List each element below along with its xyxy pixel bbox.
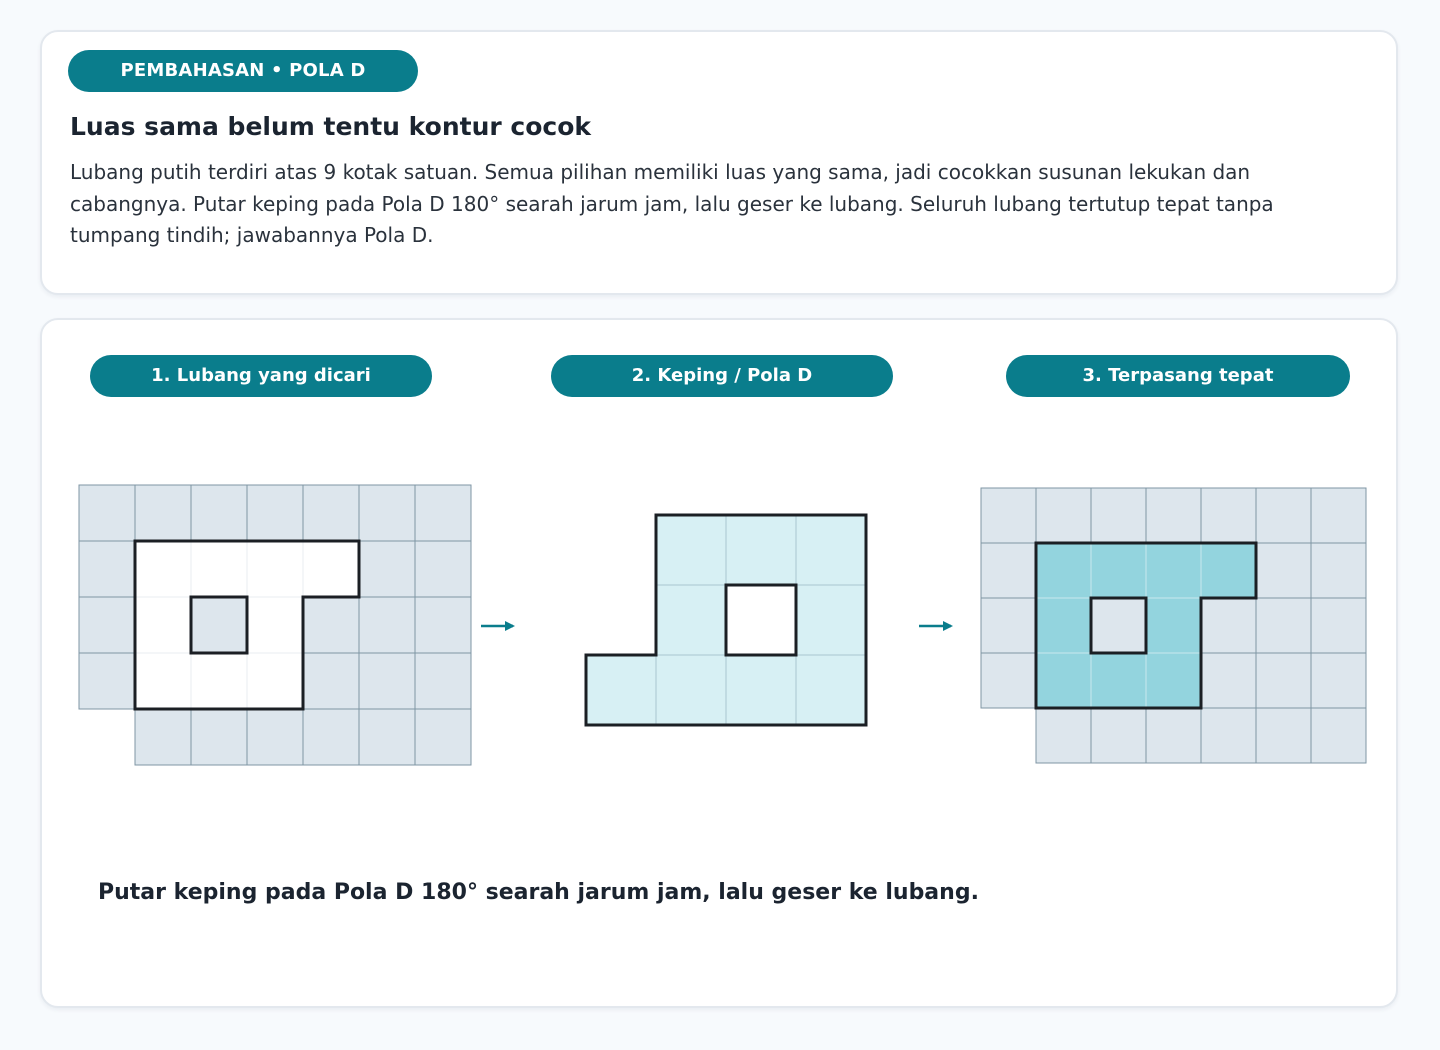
piece-inner-outline (726, 585, 796, 655)
hole-board (79, 485, 471, 765)
placed-board (981, 488, 1366, 763)
explanation-body: Lubang putih terdiri atas 9 kotak satuan. Semua pilihan memiliki luas yang sama, jadi cocokkan susunan lekukan dan cabangnya. Putar keping pada Pola D 180° searah jarum jam, lalu geser ke lubang. Seluruh lubang tertutup tepat tanpa tumpang tindih; jawabannya Pola D. (70, 160, 1274, 247)
diagram-caption: Putar keping pada Pola D 180° searah jarum jam, lalu geser ke lubang. (98, 880, 979, 905)
diagram-card (40, 318, 1398, 1008)
step-2-label: 2. Keping / Pola D (551, 355, 893, 397)
step-1-label: 1. Lubang yang dicari (90, 355, 432, 397)
piece-pola-d (586, 515, 866, 725)
explanation-title: Luas sama belum tentu kontur cocok (70, 112, 592, 141)
section-badge: PEMBAHASAN • POLA D (68, 50, 418, 92)
step-3-label: 3. Terpasang tepat (1006, 355, 1350, 397)
explanation-card (40, 30, 1398, 295)
